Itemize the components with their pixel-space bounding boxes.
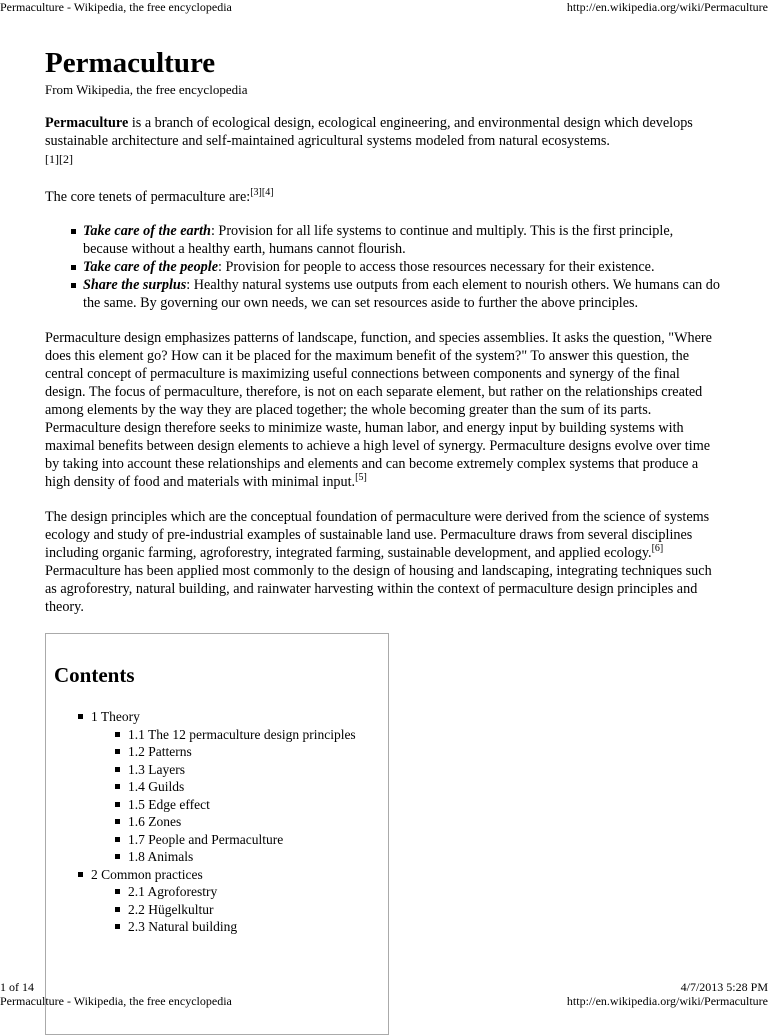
toc-link[interactable]: 1 Theory — [91, 709, 140, 724]
toc-subsection — [128, 848, 356, 866]
toc-subsection — [128, 813, 356, 831]
tenets-intro-text: The core tenets of permaculture are: — [45, 189, 251, 205]
toc-list — [91, 708, 356, 936]
toc-subsection — [128, 743, 356, 761]
tenet-name: Take care of the earth — [83, 223, 211, 239]
toc-section — [91, 866, 356, 936]
toc-subsection — [128, 831, 356, 849]
print-header-url: http://en.wikipedia.org/wiki/Permaculture — [566, 0, 768, 14]
tenet-name: Take care of the people — [83, 259, 219, 275]
list-item — [83, 276, 720, 312]
toc-link[interactable]: 1.2 Patterns — [128, 744, 192, 759]
toc-link[interactable]: 1.8 Animals — [128, 849, 194, 864]
citation-link[interactable]: [6] — [651, 543, 664, 554]
toc-section — [91, 708, 356, 866]
citation-link[interactable]: [5] — [355, 472, 367, 483]
toc-subsection — [128, 901, 356, 919]
article-body — [45, 114, 720, 616]
citation-link[interactable]: [1][2] — [45, 152, 73, 166]
toc-link[interactable]: 1.4 Guilds — [128, 779, 185, 794]
principles-text-b: Permaculture has been applied most commonly to the design of housing and landscaping, integrating techniques such as agroforestry, natural building, and rainwater harvesting within the context of permaculture design principles and theory. — [45, 563, 712, 615]
toc-link[interactable]: 1.3 Layers — [128, 761, 185, 777]
design-text: Permaculture design emphasizes patterns of landscape, function, and species assemblies. It asks the question, "Where does this element go? How can it be placed for the maximum benefit of the system?" To answer this question, the central concept of permaculture is maximizing useful connections between components and synergy of the final design. The focus of permaculture, therefore, is not on each separate element, but rather on the relationships created among elements by the way they are placed together; the whole becoming greater than the sum of its parts. Permaculture design therefore seeks to minimize waste, human labor, and energy input by building systems with maximal benefits between design elements to achieve a high level of synergy. Permaculture designs evolve over time by taking into account these relationships and elements and can become extremely complex systems that produce a high density of food and materials with minimal input. — [45, 330, 712, 490]
print-timestamp: 4/7/2013 5:28 PM — [680, 980, 768, 994]
toc-link[interactable]: 1.6 Zones — [128, 814, 182, 829]
intro-text: is a branch of ecological design, ecological engineering, and environmental design which develops sustainable architecture and self-maintained agricultural systems modeled from natural ecosystems. — [45, 115, 693, 149]
toc-subsection — [128, 796, 356, 814]
toc-subsection — [128, 726, 356, 744]
toc-subsection — [128, 883, 356, 901]
toc-subsection — [128, 761, 356, 779]
list-item — [83, 222, 720, 258]
toc-link[interactable]: 1.7 People and Permaculture — [128, 831, 284, 847]
page-count: 1 of 14 — [0, 980, 34, 994]
tenet-text: : Provision for all life systems to continue and multiply. This is the first principle, because without a healthy earth, humans cannot flourish. — [83, 223, 674, 257]
list-item — [83, 258, 720, 276]
tenets-intro — [45, 188, 720, 206]
principles-paragraph — [45, 508, 720, 616]
toc-link[interactable]: 1.5 Edge effect — [128, 796, 210, 812]
intro-term: Permaculture — [45, 115, 129, 131]
tenet-text: : Healthy natural systems use outputs from each element to nourish others. We humans can do the same. By governing our own needs, we can set resources aside to further the above principles. — [83, 277, 720, 311]
print-footer-url: http://en.wikipedia.org/wiki/Permaculture — [566, 994, 768, 1008]
tenet-name: Share the surplus — [83, 277, 187, 293]
print-footer-title: Permaculture - Wikipedia, the free encyclopedia — [0, 994, 232, 1008]
toc-link[interactable]: 2.3 Natural building — [128, 919, 238, 934]
toc-link[interactable]: 1.1 The 12 permaculture design principles — [128, 726, 356, 742]
toc-subsection — [128, 918, 356, 936]
design-paragraph — [45, 329, 720, 491]
table-of-contents — [45, 633, 389, 1035]
toc-link[interactable]: 2 Common practices — [91, 866, 203, 882]
tagline: From Wikipedia, the free encyclopedia — [45, 82, 248, 97]
intro-paragraph — [45, 114, 720, 168]
toc-link[interactable]: 2.2 Hügelkultur — [128, 901, 214, 917]
citation-link[interactable]: [3][4] — [250, 187, 274, 198]
tenets-list — [45, 222, 720, 312]
tenet-text: : Provision for people to access those resources necessary for their existence. — [218, 259, 655, 275]
toc-link[interactable]: 2.1 Agroforestry — [128, 884, 218, 899]
page-title: Permaculture — [45, 47, 216, 79]
print-header-title: Permaculture - Wikipedia, the free encyclopedia — [0, 0, 232, 14]
principles-text-a: The design principles which are the conceptual foundation of permaculture were derived from the science of systems ecology and study of pre-industrial examples of sustainable land use. Permaculture draws from several disciplines including organic farming, agroforestry, integrated farming, sustainable development, and applied ecology. — [45, 509, 710, 561]
toc-subsection — [128, 778, 356, 796]
toc-title: Contents — [54, 663, 135, 687]
